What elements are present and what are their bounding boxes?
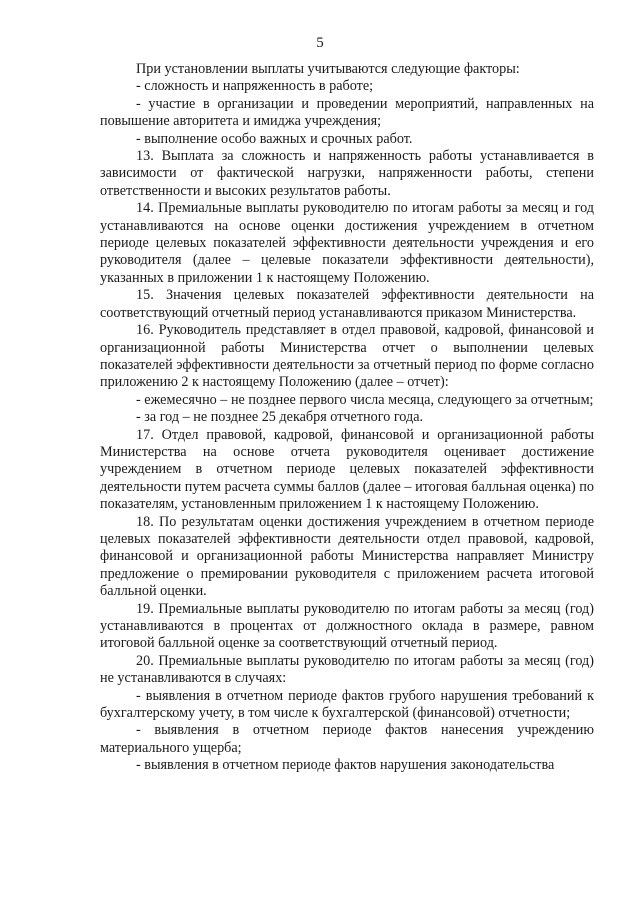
paragraph: 19. Премиальные выплаты руководителю по итогам работы за месяц (год) устанавливаются в процентах от должностного оклада в размере, равном итоговой балльной оценке за соответствующий отчетный период. [100, 600, 594, 652]
paragraph: 17. Отдел правовой, кадровой, финансовой и организационной работы Министерства на основе отчета руководителя оценивает достижение учреждением в отчетном периоде целевых показателей эффективности деятельности путем расчета суммы баллов (далее – итоговая балльная оценка) по показателям, установленным приложением 1 к настоящему Положению. [100, 426, 594, 513]
list-item: - выявления в отчетном периоде фактов нарушения законодательства [136, 757, 555, 774]
paragraph: 15. Значения целевых показателей эффективности деятельности на соответствующий отчетный период устанавливаются приказом Министерства. [100, 287, 594, 321]
list-item: - выявления в отчетном периоде фактов грубого нарушения требований к бухгалтерскому учету, в том числе к бухгалтерской (финансовой) отчетности; [100, 687, 594, 722]
paragraph: 20. Премиальные выплаты руководителю по итогам работы за месяц (год) не устанавливаются в случаях: [100, 652, 594, 687]
paragraph: 16. Руководитель представляет в отдел правовой, кадровой, финансовой и организационной работы Министерства отчет о выполнении целевых показателей эффективности деятельности за отчетный период по форме согласно приложению 2 к настоящему Положению (далее – отчет): [100, 322, 594, 391]
paragraph: При установлении выплаты учитываются следующие факторы: [136, 61, 520, 77]
list-item: - сложность и напряженность в работе; [136, 78, 374, 95]
paragraph: 14. Премиальные выплаты руководителю по итогам работы за месяц и год устанавливаются на основе оценки достижения учреждением в отчетном периоде целевых показателей эффективности деятельности учреждения и его руководителя (далее – целевые показатели эффективности деятельности), указанных в приложении 1 к настоящему Положению. [100, 200, 594, 286]
list-item: - за год – не позднее 25 декабря отчетного года. [136, 409, 424, 426]
list-item: - выявления в отчетном периоде фактов нанесения учреждению материального ущерба; [100, 722, 594, 756]
paragraph: 18. По результатам оценки достижения учреждением в отчетном периоде целевых показателей эффективности деятельности отдел правовой, кадровой, финансовой и организационной работы Министерства направляет Министру предложение о премировании руководителя с приложением расчета итоговой балльной оценки. [100, 513, 594, 600]
list-item: - выполнение особо важных и срочных работ. [136, 130, 413, 147]
document-body [100, 61, 594, 775]
list-item: - участие в организации и проведении мероприятий, направленных на повышение авторитета и имиджа учреждения; [100, 95, 594, 130]
list-item: - ежемесячно – не позднее первого числа месяца, следующего за отчетным; [136, 391, 594, 408]
paragraph: 13. Выплата за сложность и напряженность работы устанавливается в зависимости от фактической нагрузки, напряженности работы, степени ответственности и высоких результатов работы. [100, 148, 594, 199]
page-number: 5 [316, 35, 324, 51]
